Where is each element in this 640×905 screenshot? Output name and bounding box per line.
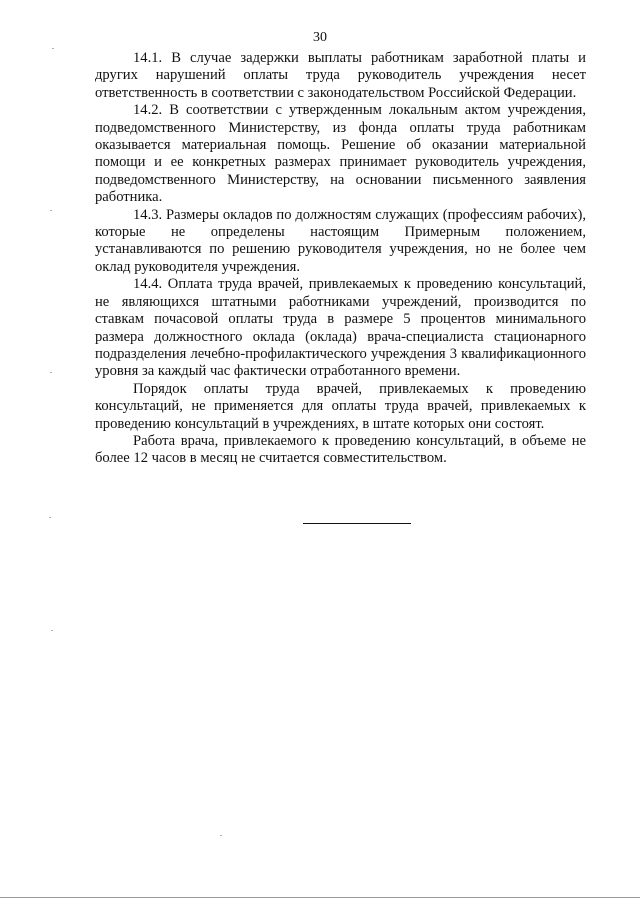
scan-speck <box>50 372 52 373</box>
scan-speck <box>51 630 53 631</box>
page-number: 30 <box>313 30 327 45</box>
scan-speck <box>49 517 51 518</box>
paragraph-14-2: 14.2. В соответствии с утвержденным локальным актом учреждения, подведомственного Министерству, из фонда оплаты труда работникам оказывается материальная помощь. Решение об оказании материальной помощи и ее конкретных размерах принимает руководитель учреждения, подведомственного Министерству, на основании письменного заявления работника. <box>95 102 586 206</box>
scan-speck <box>50 210 52 211</box>
document-body <box>95 50 586 468</box>
scan-speck <box>52 48 54 49</box>
paragraph-14-3: 14.3. Размеры окладов по должностям служащих (профессиям рабочих), которые не определены настоящим Примерным положением, устанавливаются по решению руководителя учреждения, но не более чем оклад руководителя учреждения. <box>95 206 586 275</box>
end-separator-line <box>303 523 411 524</box>
paragraph-14-1: 14.1. В случае задержки выплаты работникам заработной платы и других нарушений оплаты труда руководитель учреждения несет ответственность в соответствии с законодательством Российской Федерации. <box>95 50 586 101</box>
scan-speck <box>220 835 222 836</box>
paragraph-consultation-order: Порядок оплаты труда врачей, привлекаемых к проведению консультаций, не применяется для оплаты труда врачей, привлекаемых к проведению консультаций в учреждениях, в штате которых они состоят. <box>95 380 586 432</box>
paragraph-consultation-hours: Работа врача, привлекаемого к проведению консультаций, в объеме не более 12 часов в месяц не считается совместительством. <box>95 432 586 467</box>
scan-bottom-edge <box>0 897 640 898</box>
paragraph-14-4: 14.4. Оплата труда врачей, привлекаемых к проведению консультаций, не являющихся штатными работниками учреждений, производится по ставкам почасовой оплаты труда в размере 5 процентов минимального размера должностного оклада (оклада) врача-специалиста стационарного подразделения лечебно-профилактического учреждения 3 квалификационного уровня за каждый час фактически отработанного времени. <box>95 276 586 380</box>
